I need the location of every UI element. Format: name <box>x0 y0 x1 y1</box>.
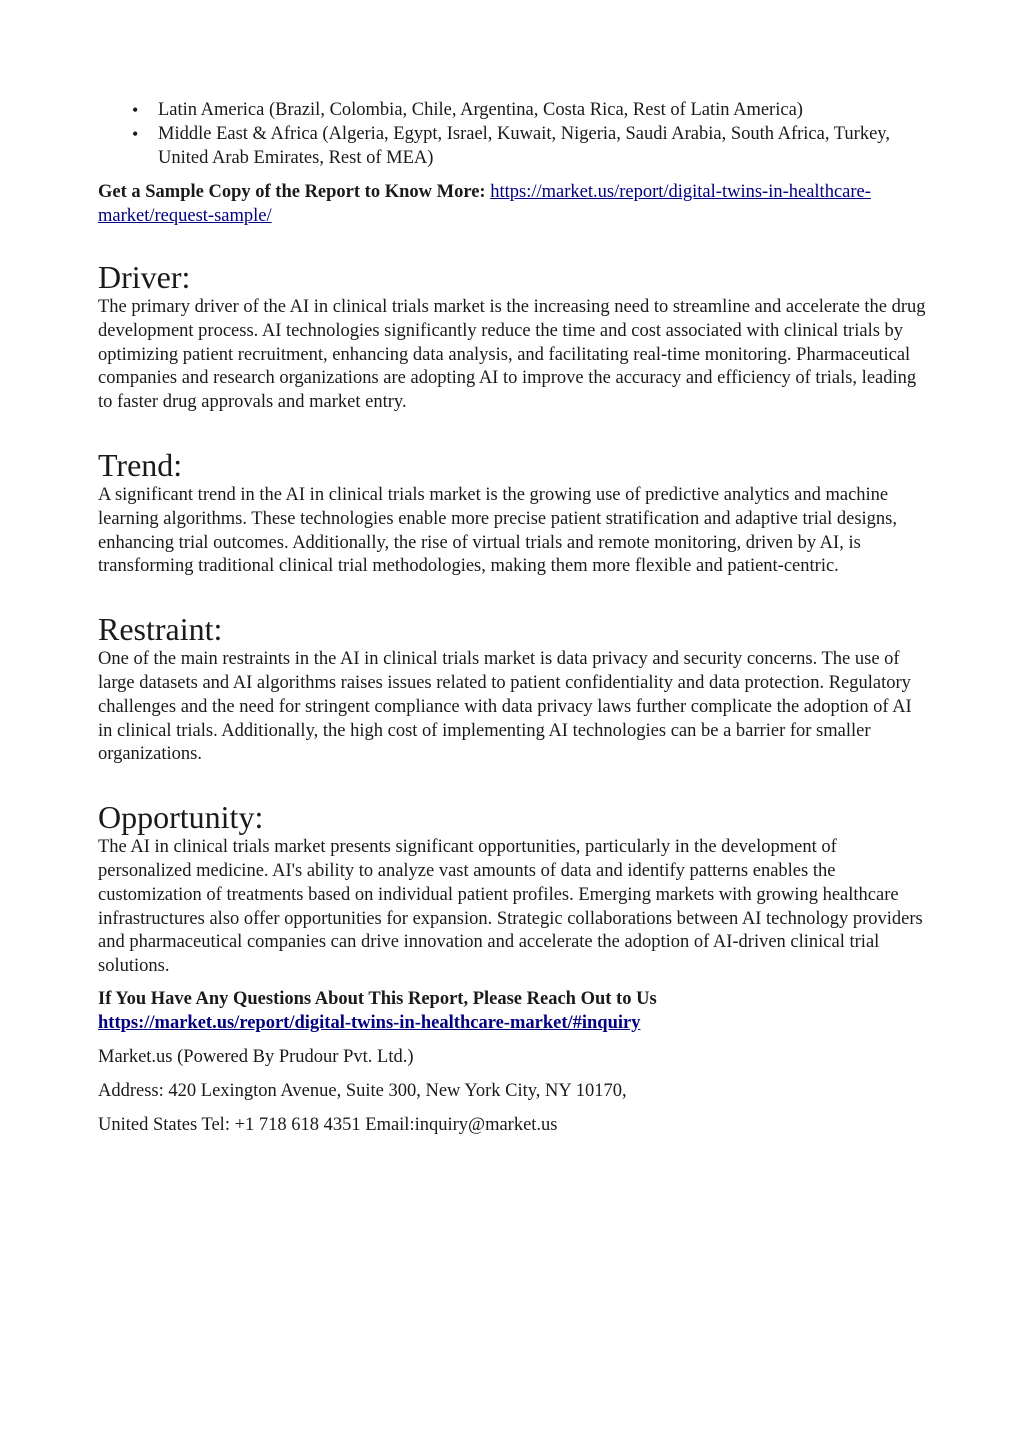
driver-text: The primary driver of the AI in clinical trials market is the increasing need to streamline and accelerate the drug development process. AI technologies significantly reduce the time and cost associated with clinical trials by optimizing patient recruitment, enhancing data analysis, and facilitating real-time monitoring. Pharmaceutical companies and research organizations are adopting AI to improve the accuracy and efficiency of trials, leading to faster drug approvals and market entry. <box>98 297 926 413</box>
inquiry-link[interactable]: https://market.us/report/digital-twins-in-healthcare-market/#inquiry <box>98 1012 641 1033</box>
trend-heading: Trend: <box>98 446 183 483</box>
contact-block <box>98 987 928 1035</box>
company-phone-email: United States Tel: +1 718 618 4351 Email:inquiry@market.us <box>98 1114 558 1135</box>
company-name: Market.us (Powered By Prudour Pvt. Ltd.) <box>98 1046 414 1067</box>
region-list <box>98 98 928 170</box>
driver-heading: Driver: <box>98 259 191 295</box>
opportunity-text: The AI in clinical trials market presents significant opportunities, particularly in the development of personalized medicine. AI's ability to analyze vast amounts of data and identify patterns enables the customization of treatments based on individual patient profiles. Emerging markets with growing healthcare infrastructures also offer opportunities for expansion. Strategic collaborations between AI technology providers and pharmaceutical companies can drive innovation and accelerate the adoption of AI-driven clinical trial solutions. <box>98 837 923 977</box>
opportunity-heading: Opportunity: <box>98 799 264 836</box>
sample-request-link[interactable]: https://market.us/report/digital-twins-in-healthcare-market/request-sample/ <box>98 182 871 226</box>
restraint-heading: Restraint: <box>98 611 223 648</box>
trend-text: A significant trend in the AI in clinical trials market is the growing use of predictive analytics and machine learning algorithms. These technologies enable more precise patient stratification and adaptive trial designs, enhancing trial outcomes. Additionally, the rise of virtual trials and remote monitoring, driven by AI, is transforming traditional clinical trial methodologies, making them more flexible and patient-centric. <box>98 484 898 577</box>
sample-copy-line <box>98 180 928 228</box>
contact-question: If You Have Any Questions About This Report, Please Reach Out to Us <box>98 988 657 1009</box>
restraint-section <box>98 610 928 767</box>
company-address: Address: 420 Lexington Avenue, Suite 300, New York City, NY 10170, <box>98 1080 627 1101</box>
list-item <box>98 98 928 122</box>
bullet-icon: • <box>132 124 139 144</box>
document-page <box>98 98 928 1137</box>
opportunity-section <box>98 798 928 979</box>
region-text: Latin America (Brazil, Colombia, Chile, Argentina, Costa Rica, Rest of Latin America) <box>158 100 803 120</box>
restraint-text: One of the main restraints in the AI in clinical trials market is data privacy and security concerns. The use of large datasets and AI algorithms raises issues related to patient confidentiality and data protection. Regulatory challenges and the need for stringent compliance with data privacy laws further complicate the adoption of AI in clinical trials. Additionally, the high cost of implementing AI technologies can be a barrier for smaller organizations. <box>98 649 912 765</box>
trend-section <box>98 446 928 579</box>
sample-copy-label: Get a Sample Copy of the Report to Know More: <box>98 182 486 202</box>
region-text: Middle East & Africa (Algeria, Egypt, Israel, Kuwait, Nigeria, Saudi Arabia, South Africa, Turkey, United Arab Emirates, Rest of MEA) <box>158 124 890 168</box>
driver-section <box>98 258 928 415</box>
list-item <box>98 122 928 170</box>
bullet-icon: • <box>132 100 139 120</box>
